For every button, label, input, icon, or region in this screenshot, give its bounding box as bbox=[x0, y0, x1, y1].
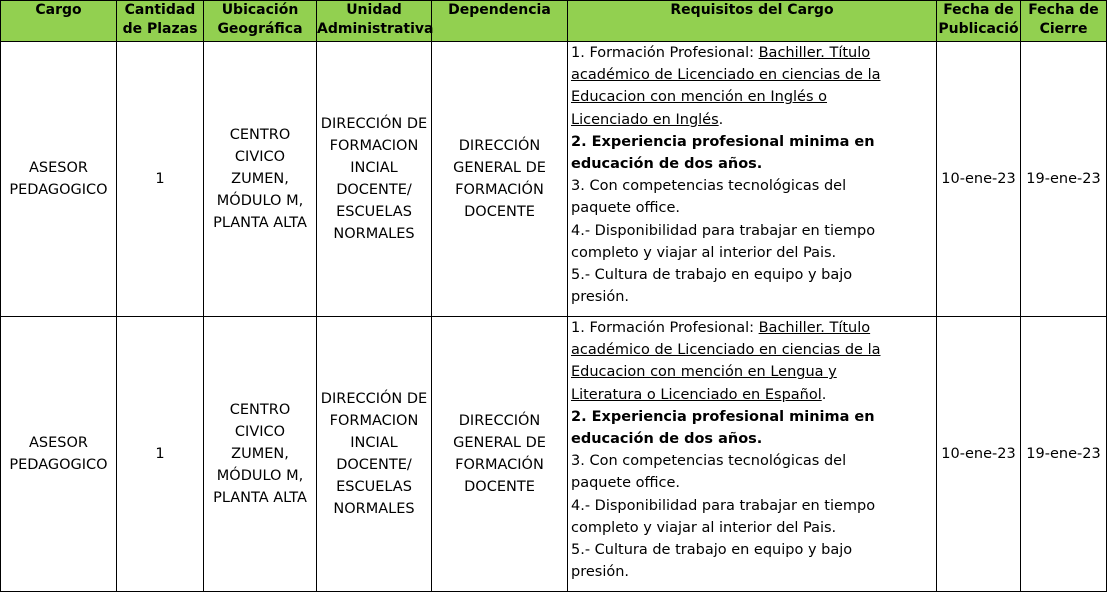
table-row bbox=[1, 42, 1107, 317]
req-2: 2. Experiencia profesional minima en educación de dos años. bbox=[571, 408, 875, 448]
req-1: 1. Formación Profesional: Bachiller. Título académico de Licenciado en ciencias de la Educacion con mención en Inglés o Licenciado en Inglés. bbox=[571, 45, 881, 128]
cell-cargo: ASESOR PEDAGOGICO bbox=[1, 317, 117, 592]
req-3: 3. Con competencias tecnológicas del paquete office. bbox=[571, 453, 847, 492]
cell-dependencia: DIRECCIÓN GENERAL DE FORMACIÓN DOCENTE bbox=[432, 42, 568, 317]
header-row bbox=[1, 1, 1107, 42]
req-1: 1. Formación Profesional: Bachiller. Título académico de Licenciado en ciencias de la Educacion con mención en Lengua y Literatura o Licenciado en Español. bbox=[571, 320, 881, 403]
header-cargo: Cargo bbox=[1, 1, 117, 42]
cell-fecha-cierre: 19-ene-23 bbox=[1021, 42, 1107, 317]
cell-unidad: DIRECCIÓN DE FORMACION INCIAL DOCENTE/ ESCUELAS NORMALES bbox=[317, 317, 432, 592]
cell-cargo: ASESOR PEDAGOGICO bbox=[1, 42, 117, 317]
header-ubicacion: Ubicación Geográfica bbox=[204, 1, 317, 42]
header-fecha-publicacion: Fecha de Publicació bbox=[937, 1, 1021, 42]
req-5: 5.- Cultura de trabajo en equipo y bajo presión. bbox=[571, 267, 853, 306]
req-2: 2. Experiencia profesional minima en educación de dos años. bbox=[571, 133, 875, 173]
header-requisitos: Requisitos del Cargo bbox=[568, 1, 937, 42]
req-4: 4.- Disponibilidad para trabajar en tiempo completo y viajar al interior del Pais. bbox=[571, 222, 876, 261]
header-fecha-cierre: Fecha de Cierre bbox=[1021, 1, 1107, 42]
cell-unidad: DIRECCIÓN DE FORMACION INCIAL DOCENTE/ ESCUELAS NORMALES bbox=[317, 42, 432, 317]
cell-fecha-publicacion: 10-ene-23 bbox=[937, 317, 1021, 592]
cell-fecha-publicacion: 10-ene-23 bbox=[937, 42, 1021, 317]
req-4: 4.- Disponibilidad para trabajar en tiempo completo y viajar al interior del Pais. bbox=[571, 497, 876, 536]
req-5: 5.- Cultura de trabajo en equipo y bajo presión. bbox=[571, 542, 853, 581]
cell-dependencia: DIRECCIÓN GENERAL DE FORMACIÓN DOCENTE bbox=[432, 317, 568, 592]
req-3: 3. Con competencias tecnológicas del paquete office. bbox=[571, 178, 847, 217]
cell-requisitos bbox=[568, 317, 937, 592]
cell-cantidad: 1 bbox=[117, 317, 204, 592]
cell-cantidad: 1 bbox=[117, 42, 204, 317]
table-row bbox=[1, 317, 1107, 592]
cell-requisitos bbox=[568, 42, 937, 317]
header-unidad: Unidad Administrativa bbox=[317, 1, 432, 42]
cell-ubicacion: CENTRO CIVICO ZUMEN, MÓDULO M, PLANTA ALTA bbox=[204, 317, 317, 592]
cell-ubicacion: CENTRO CIVICO ZUMEN, MÓDULO M, PLANTA ALTA bbox=[204, 42, 317, 317]
header-dependencia: Dependencia bbox=[432, 1, 568, 42]
cell-fecha-cierre: 19-ene-23 bbox=[1021, 317, 1107, 592]
header-cantidad: Cantidad de Plazas bbox=[117, 1, 204, 42]
